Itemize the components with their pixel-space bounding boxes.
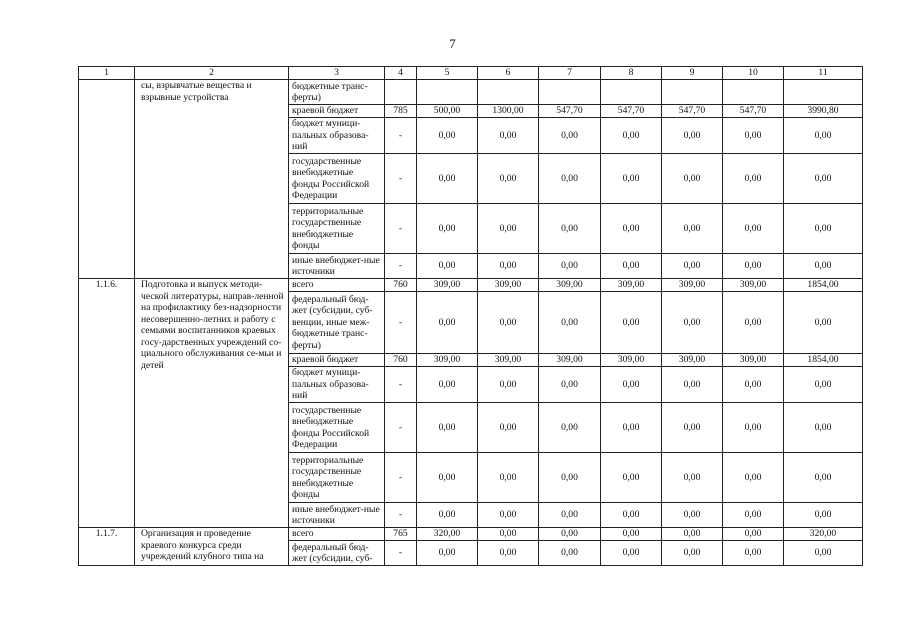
cell-col4: 760 — [385, 354, 417, 367]
value-cell: 0,00 — [723, 367, 784, 403]
value-cell: 0,00 — [784, 503, 863, 528]
table-row — [79, 279, 863, 292]
cell-col4: - — [385, 254, 417, 279]
value-cell: 0,00 — [601, 118, 662, 154]
value-cell: 0,00 — [662, 254, 723, 279]
value-cell: 0,00 — [601, 254, 662, 279]
value-cell: 309,00 — [478, 354, 539, 367]
value-cell — [417, 80, 478, 105]
value-cell: 0,00 — [723, 154, 784, 204]
value-cell: 0,00 — [784, 204, 863, 254]
cell-col4: - — [385, 367, 417, 403]
table-row — [79, 528, 863, 541]
value-cell: 0,00 — [601, 453, 662, 503]
item-name: Подготовка и выпуск методи-ческой литературы, направ-ленной на профилактику без-надзорности несовершенно-летних и работу с семьями воспитанников краевых госу-дарственных учреждений со-циального обслуживания се-мьи и детей — [135, 279, 289, 528]
value-cell: 0,00 — [478, 541, 539, 566]
cell-col4: - — [385, 503, 417, 528]
funding-source: федеральный бюд-жет (субсидии, суб-венции, иные меж-бюджетные транс-ферты) — [289, 292, 385, 354]
cell-col4: - — [385, 541, 417, 566]
value-cell — [784, 80, 863, 105]
value-cell: 309,00 — [662, 279, 723, 292]
value-cell: 0,00 — [662, 154, 723, 204]
value-cell: 0,00 — [478, 528, 539, 541]
cell-col4: - — [385, 204, 417, 254]
value-cell: 0,00 — [784, 453, 863, 503]
column-number: 8 — [601, 67, 662, 80]
value-cell: 0,00 — [478, 292, 539, 354]
value-cell: 0,00 — [723, 528, 784, 541]
value-cell: 0,00 — [723, 541, 784, 566]
value-cell: 0,00 — [539, 154, 601, 204]
column-number: 7 — [539, 67, 601, 80]
value-cell: 0,00 — [539, 403, 601, 453]
budget-table — [78, 66, 863, 566]
value-cell: 0,00 — [539, 541, 601, 566]
column-number: 1 — [79, 67, 135, 80]
column-number: 11 — [784, 67, 863, 80]
value-cell: 0,00 — [417, 541, 478, 566]
column-number: 5 — [417, 67, 478, 80]
value-cell: 3990,80 — [784, 105, 863, 118]
value-cell: 0,00 — [539, 528, 601, 541]
value-cell: 1854,00 — [784, 354, 863, 367]
value-cell: 0,00 — [417, 503, 478, 528]
value-cell: 320,00 — [417, 528, 478, 541]
value-cell: 0,00 — [784, 118, 863, 154]
item-name: Организация и проведение краевого конкурса среди учреждений клубного типа на — [135, 528, 289, 566]
value-cell — [662, 80, 723, 105]
value-cell: 0,00 — [601, 528, 662, 541]
funding-source: иные внебюджет-ные источники — [289, 503, 385, 528]
funding-source: территориальные государственные внебюджетные фонды — [289, 453, 385, 503]
funding-source: территориальные государственные внебюджетные фонды — [289, 204, 385, 254]
value-cell: 0,00 — [601, 154, 662, 204]
value-cell: 0,00 — [539, 204, 601, 254]
item-name: сы, взрывчатые вещества и взрывные устройства — [135, 80, 289, 279]
value-cell: 0,00 — [723, 453, 784, 503]
item-code — [79, 80, 135, 279]
value-cell: 0,00 — [417, 453, 478, 503]
column-number-row — [79, 67, 863, 80]
value-cell: 0,00 — [478, 154, 539, 204]
value-cell: 1300,00 — [478, 105, 539, 118]
value-cell: 0,00 — [723, 118, 784, 154]
funding-source: бюджет муници-пальных образова-ний — [289, 118, 385, 154]
cell-col4 — [385, 80, 417, 105]
value-cell: 0,00 — [601, 204, 662, 254]
value-cell: 0,00 — [723, 292, 784, 354]
cell-col4: - — [385, 154, 417, 204]
value-cell: 0,00 — [784, 292, 863, 354]
value-cell: 0,00 — [662, 403, 723, 453]
value-cell: 0,00 — [662, 528, 723, 541]
value-cell: 0,00 — [662, 292, 723, 354]
value-cell: 0,00 — [539, 503, 601, 528]
value-cell — [601, 80, 662, 105]
column-number: 6 — [478, 67, 539, 80]
cell-col4: - — [385, 118, 417, 154]
cell-col4: - — [385, 453, 417, 503]
funding-source: всего — [289, 528, 385, 541]
value-cell: 0,00 — [478, 367, 539, 403]
funding-source: бюджет муници-пальных образова-ний — [289, 367, 385, 403]
value-cell: 0,00 — [417, 292, 478, 354]
value-cell: 309,00 — [417, 279, 478, 292]
value-cell: 309,00 — [662, 354, 723, 367]
value-cell — [723, 80, 784, 105]
value-cell: 0,00 — [478, 503, 539, 528]
value-cell: 0,00 — [723, 403, 784, 453]
value-cell: 0,00 — [784, 367, 863, 403]
value-cell: 309,00 — [417, 354, 478, 367]
cell-col4: 765 — [385, 528, 417, 541]
value-cell: 0,00 — [784, 154, 863, 204]
value-cell: 0,00 — [784, 541, 863, 566]
value-cell: 0,00 — [478, 118, 539, 154]
funding-source: государственные внебюджетные фонды Российской Федерации — [289, 154, 385, 204]
value-cell: 0,00 — [723, 254, 784, 279]
value-cell: 320,00 — [784, 528, 863, 541]
value-cell: 0,00 — [417, 118, 478, 154]
funding-source: бюджетные транс-ферты) — [289, 80, 385, 105]
value-cell: 309,00 — [539, 354, 601, 367]
value-cell: 0,00 — [662, 367, 723, 403]
column-number: 9 — [662, 67, 723, 80]
value-cell: 0,00 — [478, 204, 539, 254]
value-cell: 309,00 — [723, 279, 784, 292]
value-cell: 0,00 — [662, 204, 723, 254]
value-cell: 0,00 — [539, 292, 601, 354]
value-cell: 0,00 — [723, 503, 784, 528]
cell-col4: - — [385, 292, 417, 354]
value-cell: 0,00 — [417, 403, 478, 453]
value-cell: 547,70 — [723, 105, 784, 118]
value-cell: 0,00 — [539, 367, 601, 403]
value-cell: 547,70 — [601, 105, 662, 118]
value-cell: 0,00 — [478, 403, 539, 453]
value-cell: 309,00 — [601, 354, 662, 367]
value-cell: 500,00 — [417, 105, 478, 118]
column-number: 3 — [289, 67, 385, 80]
value-cell: 0,00 — [417, 154, 478, 204]
value-cell: 0,00 — [662, 541, 723, 566]
table-row — [79, 80, 863, 105]
value-cell: 0,00 — [539, 118, 601, 154]
value-cell: 0,00 — [723, 204, 784, 254]
value-cell: 0,00 — [601, 541, 662, 566]
value-cell: 309,00 — [478, 279, 539, 292]
value-cell: 0,00 — [417, 204, 478, 254]
funding-source: государственные внебюджетные фонды Российской Федерации — [289, 403, 385, 453]
value-cell: 0,00 — [784, 254, 863, 279]
value-cell: 0,00 — [662, 503, 723, 528]
item-code: 1.1.6. — [79, 279, 135, 528]
column-number: 2 — [135, 67, 289, 80]
page-number: 7 — [449, 36, 456, 51]
column-number: 4 — [385, 67, 417, 80]
cell-col4: 760 — [385, 279, 417, 292]
cell-col4: 785 — [385, 105, 417, 118]
value-cell: 0,00 — [784, 403, 863, 453]
value-cell: 0,00 — [478, 254, 539, 279]
value-cell: 0,00 — [539, 453, 601, 503]
value-cell: 547,70 — [662, 105, 723, 118]
value-cell: 0,00 — [601, 503, 662, 528]
funding-source: федеральный бюд-жет (субсидии, суб- — [289, 541, 385, 566]
value-cell: 0,00 — [662, 453, 723, 503]
column-number: 10 — [723, 67, 784, 80]
value-cell: 0,00 — [601, 367, 662, 403]
value-cell: 0,00 — [662, 118, 723, 154]
value-cell: 309,00 — [601, 279, 662, 292]
value-cell — [478, 80, 539, 105]
funding-source: краевой бюджет — [289, 105, 385, 118]
item-code: 1.1.7. — [79, 528, 135, 566]
funding-source: иные внебюджет-ные источники — [289, 254, 385, 279]
value-cell: 0,00 — [417, 367, 478, 403]
cell-col4: - — [385, 403, 417, 453]
funding-source: краевой бюджет — [289, 354, 385, 367]
value-cell: 547,70 — [539, 105, 601, 118]
value-cell: 0,00 — [601, 292, 662, 354]
funding-source: всего — [289, 279, 385, 292]
value-cell — [539, 80, 601, 105]
value-cell: 0,00 — [417, 254, 478, 279]
value-cell: 309,00 — [723, 354, 784, 367]
value-cell: 309,00 — [539, 279, 601, 292]
value-cell: 0,00 — [539, 254, 601, 279]
value-cell: 0,00 — [601, 403, 662, 453]
value-cell: 0,00 — [478, 453, 539, 503]
value-cell: 1854,00 — [784, 279, 863, 292]
